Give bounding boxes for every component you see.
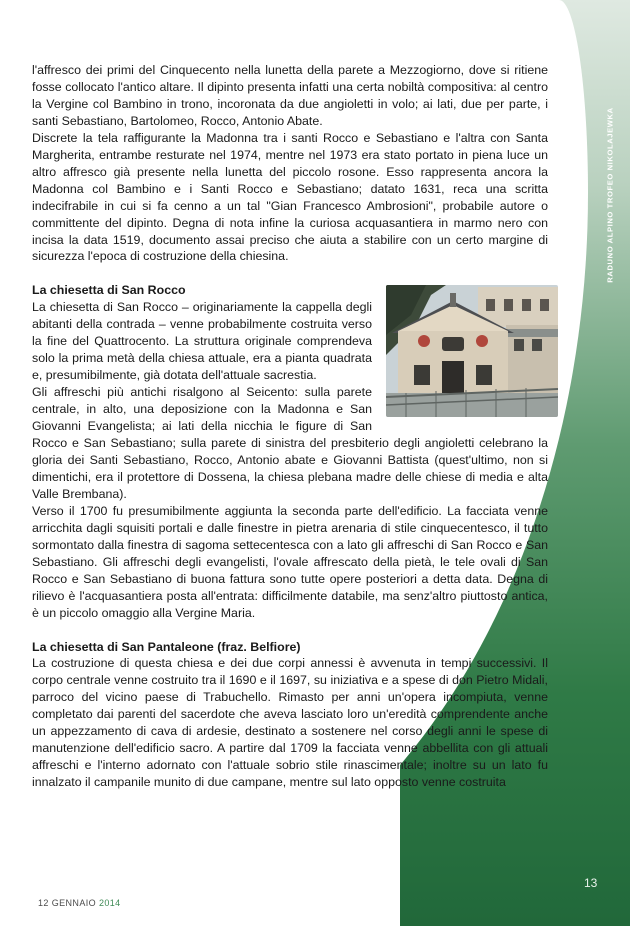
footer-issue-date bbox=[38, 898, 121, 908]
intro-paragraph-2: Discrete la tela raffigurante la Madonna tra i santi Rocco e Sebastiano e l'altra con Santa Margherita, entrambe resturate nel 1974, mentre nel 1973 era stato portato in piena luce un altro affresco già presente nella lunetta del piccolo rosone. Esso rappresenta ancora la Madonna col Bambino e i Santi Rocco e Sebastiano; datato 1631, reca una scritta indecifrabile in cui si fa cenno a un tal "Gian Francesco Ambrosioni", probabile autore o committente del dipinto. Degna di nota infine la curiosa acquasantiera in marmo nero con incisa la data 1519, documento assai preciso che aiuta a stabilire con un certo margine di sicurezza l'epoca di costruzione della chiesina. bbox=[32, 130, 548, 264]
section-heading-san-pantaleone: La chiesetta di San Pantaleone (fraz. Belfiore) bbox=[32, 639, 301, 654]
running-title: RADUNO ALPINO TROFEO NIKOLAJEWKA bbox=[605, 107, 615, 283]
article-body bbox=[32, 62, 548, 791]
church-photo bbox=[386, 285, 558, 417]
san-pantaleone-paragraph-1: La costruzione di questa chiesa e dei due corpi annessi è avvenuta in tempi successivi. Il corpo centrale venne costruito tra il 1690 e il 1697, su iniziativa e a spese di don Pietro Midali, parroco del vicino paese di Trabuchello. Rimasto per anni un'opera incompiuta, venne completato dai parenti del sacerdote che aveva lasciato loro un'eredità comprendente anche un appezzamento di cava di ardesie, destinato a sostenere nel corso degli anni le spese di manutenzione dell'edificio sacro. A partire dal 1709 la facciata venne abbellita con gli attuali affreschi e l'interno adornato con l'attuale sobrio stile rinascimentale; inoltre su un lato fu innalzato il campanile munito di due campane, mentre sul lato opposto venne costruita bbox=[32, 656, 548, 790]
page-number: 13 bbox=[584, 876, 598, 890]
intro-paragraph-1: l'affresco dei primi del Cinquecento nella lunetta della parete a Mezzogiorno, dove si ritiene fosse collocato l'antico altare. Il dipinto presenta infatti una certa nobiltà compositiva: al centro la Vergine col Bambino in trono, incoronata da due angioletti in volo; ai lati, due per parte, i santi Sebastiano, Bartolomeo, Rocco, Antonio Abate. bbox=[32, 63, 548, 128]
section-heading-san-rocco: La chiesetta di San Rocco bbox=[32, 283, 186, 298]
san-rocco-paragraph-2: Gli affreschi più antichi risalgono al Seicento: sulla parete centrale, in alto, una deposizione con la Madonna e San Giovanni Evangelista; ai lati della nicchia le figure di San Rocco e San Sebastiano; sulla parete di sinistra del presbiterio degli angioletti celebrano la gloria dei Santi Sebastiano, Rocco, Antonio abate e Giovanni Battista (quest'ultimo, non si dimentichi, era il protettore di Dossena, la chiesa plebana madre delle chiese di media e alta Valle Brembana). bbox=[32, 385, 548, 501]
chiesetta-san-rocco-image bbox=[386, 285, 558, 417]
footer-day: 12 bbox=[38, 898, 49, 908]
san-rocco-paragraph-1: La chiesetta di San Rocco – originariamente la cappella degli abitanti della contrada – venne probabilmente costruita verso la fine del Quattrocento. La struttura originale comprendeva solo la prima metà della chiesa attuale, era a pianta quadrata e, presumibilmente, già dotata dell'attuale sacrestia. bbox=[32, 300, 372, 383]
san-rocco-paragraph-3: Verso il 1700 fu presumibilmente aggiunta la seconda parte dell'edificio. La facciata venne arricchita dagli squisiti portali e dalle finestre in pietra arenaria di stile cinquecentesco, il tutto sormontato dalla finestra di sagoma settecentesca con a lato gli affreschi di San Rocco e San Sebastiano. Gli affreschi degli evangelisti, l'ovale affrescato della pietà, le tele ovali di San Rocco e San Sebastiano di buona fattura sono tutte opere posteriori a detta data. Degna di rilievo è l'acquasantiera posta all'entrata: difficilmente databile, ma senz'altro piuttosto antica, è un piccolo omaggio alla Vergine Maria. bbox=[32, 503, 548, 620]
footer-month: GENNAIO bbox=[51, 898, 97, 908]
footer-year: 2014 bbox=[98, 898, 121, 908]
